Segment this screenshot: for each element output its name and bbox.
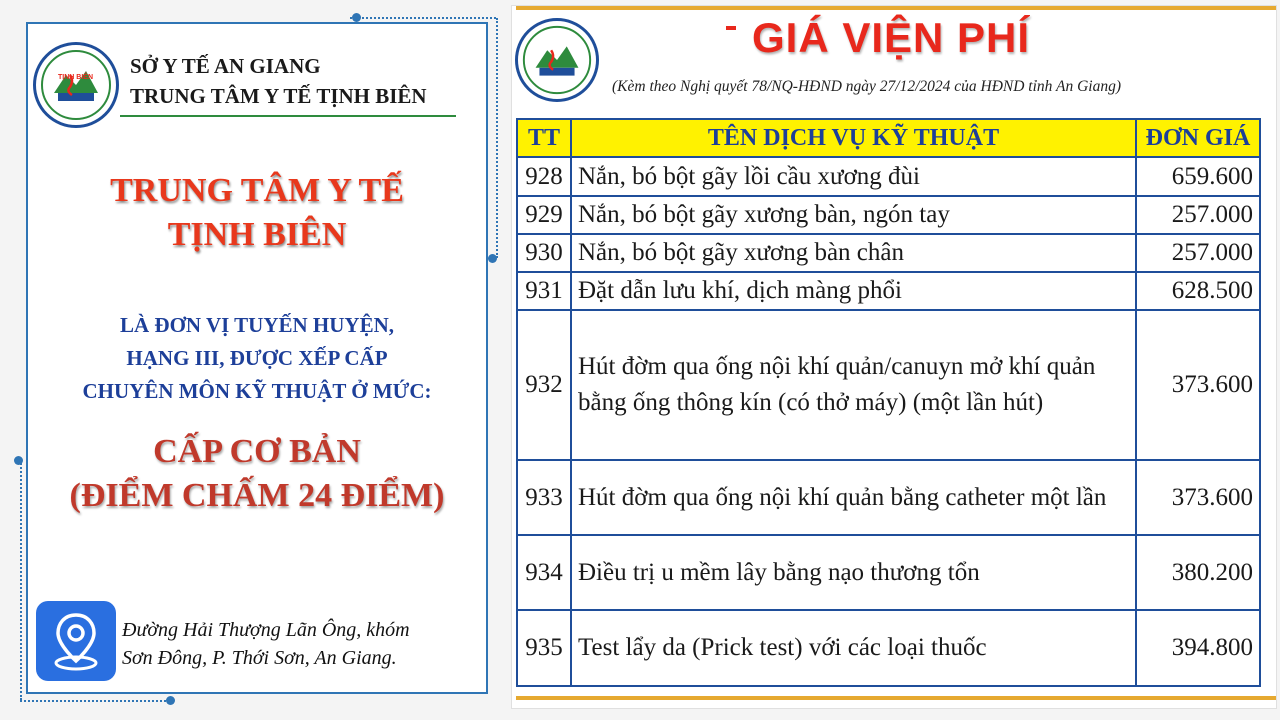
decor-dot xyxy=(166,696,175,705)
service-name: Hút đờm qua ống nội khí quản bằng catheter một lần xyxy=(571,460,1136,535)
table-row xyxy=(517,610,1260,686)
decor-dot xyxy=(352,13,361,22)
hospital-logo-graphic xyxy=(36,45,116,125)
service-name: Nắn, bó bột gãy xương bàn chân xyxy=(571,234,1136,272)
service-price: 628.500 xyxy=(1136,272,1260,310)
title-accent-mark xyxy=(726,26,736,30)
service-price: 373.600 xyxy=(1136,460,1260,535)
hospital-logo-graphic xyxy=(518,21,596,99)
top-accent-bar xyxy=(516,6,1276,10)
column-header-tt: TT xyxy=(517,119,571,157)
service-name: Đặt dẫn lưu khí, dịch màng phổi xyxy=(571,272,1136,310)
bottom-accent-bar xyxy=(516,696,1276,700)
description-line1: LÀ ĐƠN VỊ TUYẾN HUYỆN, xyxy=(119,313,394,337)
org-name: TRUNG TÂM Y TẾ TỊNH BIÊN xyxy=(130,84,427,108)
service-name: Nắn, bó bột gãy xương bàn, ngón tay xyxy=(571,196,1136,234)
service-name: Điều trị u mềm lây bằng nạo thương tổn xyxy=(571,535,1136,610)
center-title-line1: TRUNG TÂM Y TẾ xyxy=(110,172,404,209)
service-name: Nắn, bó bột gãy lồi cầu xương đùi xyxy=(571,157,1136,196)
org-underline xyxy=(120,115,456,117)
org-parent-name: SỞ Y TẾ AN GIANG xyxy=(130,54,321,78)
price-list-title: GIÁ VIỆN PHÍ xyxy=(752,14,1031,61)
service-price: 257.000 xyxy=(1136,234,1260,272)
decor-dot xyxy=(488,254,497,263)
service-price: 659.600 xyxy=(1136,157,1260,196)
row-number: 933 xyxy=(517,460,571,535)
service-price: 257.000 xyxy=(1136,196,1260,234)
table-row xyxy=(517,460,1260,535)
row-number: 935 xyxy=(517,610,571,686)
column-header-service: TÊN DỊCH VỤ KỸ THUẬT xyxy=(571,119,1136,157)
row-number: 930 xyxy=(517,234,571,272)
row-number: 928 xyxy=(517,157,571,196)
center-title-line2: TỊNH BIÊN xyxy=(167,216,347,253)
decor-dotted-line xyxy=(20,700,170,702)
table-row xyxy=(517,310,1260,460)
row-number: 931 xyxy=(517,272,571,310)
hospital-logo-right xyxy=(515,18,599,102)
service-price: 380.200 xyxy=(1136,535,1260,610)
logo-center-text: TỊNH BIÊN xyxy=(58,74,93,81)
service-price-table xyxy=(516,118,1261,687)
table-row xyxy=(517,157,1260,196)
location-pin-icon xyxy=(36,601,116,681)
service-name: Test lẩy da (Prick test) với các loại thuốc xyxy=(571,610,1136,686)
level-line2: (ĐIỂM CHẤM 24 ĐIỂM) xyxy=(69,477,445,514)
service-name: Hút đờm qua ống nội khí quản/canuyn mở khí quản bằng ống thông kín (có thở máy) (một lần hút) xyxy=(571,310,1136,460)
table-row xyxy=(517,535,1260,610)
row-number: 929 xyxy=(517,196,571,234)
row-number: 932 xyxy=(517,310,571,460)
row-number: 934 xyxy=(517,535,571,610)
address-line2: Sơn Đông, P. Thới Sơn, An Giang. xyxy=(122,647,397,669)
address-line1: Đường Hải Thượng Lãn Ông, khóm xyxy=(122,619,410,641)
price-list-subtitle: (Kèm theo Nghị quyết 78/NQ-HĐND ngày 27/12/2024 của HĐND tỉnh An Giang) xyxy=(612,78,1122,95)
level-line1: CẤP CƠ BẢN xyxy=(153,433,361,470)
decor-dotted-line xyxy=(350,17,496,19)
service-price: 373.600 xyxy=(1136,310,1260,460)
decor-dotted-line xyxy=(20,460,22,700)
service-price: 394.800 xyxy=(1136,610,1260,686)
decor-dotted-line xyxy=(496,18,498,258)
table-row xyxy=(517,272,1260,310)
decor-dot xyxy=(14,456,23,465)
address xyxy=(122,616,410,672)
column-header-price: ĐƠN GIÁ xyxy=(1136,119,1260,157)
hospital-logo xyxy=(33,42,119,128)
description-line3: CHUYÊN MÔN KỸ THUẬT Ở MỨC: xyxy=(82,379,432,403)
table-row xyxy=(517,196,1260,234)
table-row xyxy=(517,234,1260,272)
table-header-row xyxy=(517,119,1260,157)
description-line2: HẠNG III, ĐƯỢC XẾP CẤP xyxy=(126,346,388,370)
